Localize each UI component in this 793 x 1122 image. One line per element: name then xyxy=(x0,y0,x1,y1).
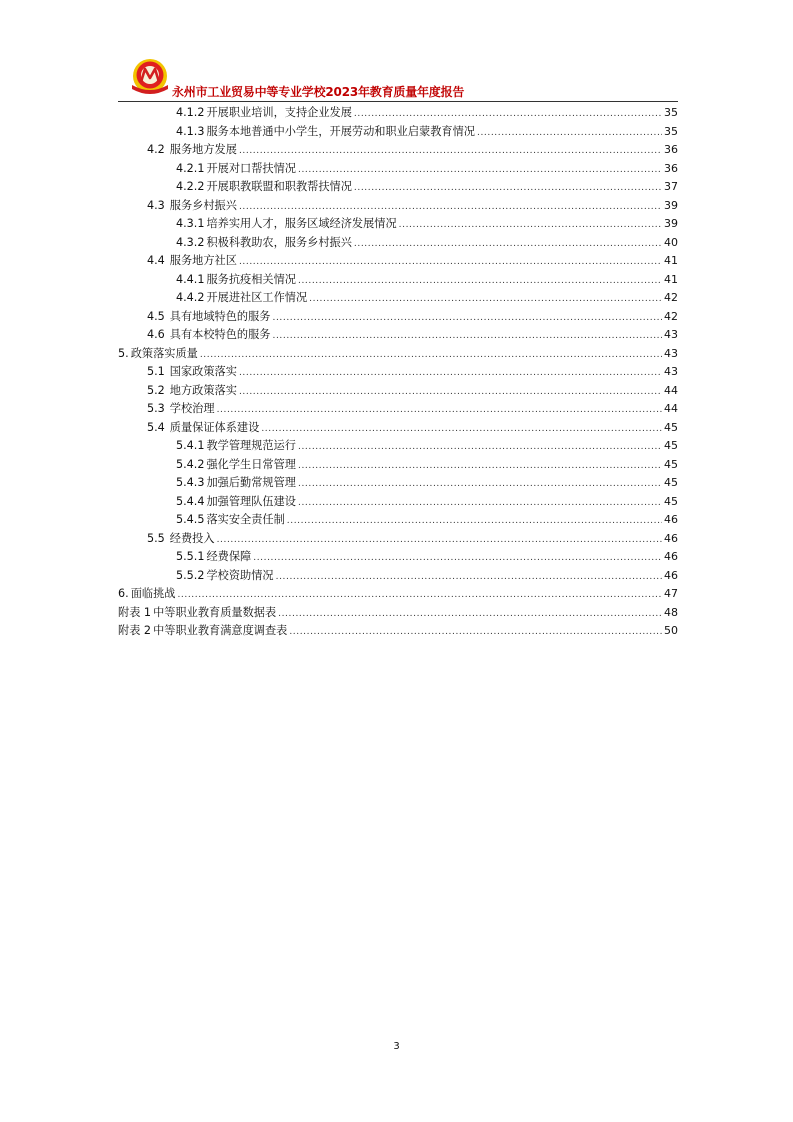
toc-entry-page: 50 xyxy=(664,624,678,637)
toc-entry-page: 45 xyxy=(664,457,678,471)
toc-entry-number: 5.4.3 xyxy=(176,476,205,489)
toc-entry-number: 5.4.4 xyxy=(176,494,205,508)
toc-entry-title: 学校治理 xyxy=(169,402,215,415)
toc-entry-title: 服务乡村振兴 xyxy=(169,198,237,212)
toc-entry-number: 附表 2 xyxy=(118,624,152,637)
toc-dot-leader xyxy=(217,531,662,550)
toc-entry-page: 39 xyxy=(664,198,678,212)
toc-entry-title: 强化学生日常管理 xyxy=(206,457,296,471)
toc-entry-number: 5.4.1 xyxy=(176,439,205,452)
toc-entry-page: 44 xyxy=(664,402,678,415)
toc-entry-title: 加强后勤常规管理 xyxy=(206,476,296,489)
toc-entry-number: 4.4.2 xyxy=(176,291,205,304)
toc-entry[interactable] xyxy=(118,178,678,197)
toc-dot-leader xyxy=(200,346,662,365)
toc-entry-page: 42 xyxy=(664,309,678,323)
toc-entry-title: 中等职业教育满意度调查表 xyxy=(153,624,288,637)
toc-dot-leader xyxy=(298,494,662,513)
toc-entry-page: 47 xyxy=(664,587,678,600)
toc-entry[interactable] xyxy=(118,567,678,586)
toc-dot-leader xyxy=(253,549,662,568)
toc-entry-title: 政策落实质量 xyxy=(130,346,198,360)
toc-entry[interactable] xyxy=(118,123,678,142)
toc-entry[interactable] xyxy=(118,585,678,604)
toc-dot-leader xyxy=(289,623,662,642)
toc-dot-leader xyxy=(399,216,662,235)
toc-entry-page: 46 xyxy=(664,568,678,582)
toc-entry-title: 经费保障 xyxy=(206,550,252,563)
toc-entry-number: 5.3 xyxy=(147,402,165,415)
toc-entry-page: 46 xyxy=(664,550,678,563)
toc-entry[interactable] xyxy=(118,530,678,549)
toc-entry-title: 服务地方社区 xyxy=(169,254,237,267)
toc-entry[interactable] xyxy=(118,271,678,290)
toc-entry-title: 具有本校特色的服务 xyxy=(169,328,271,341)
toc-entry-number: 5.5.2 xyxy=(176,568,205,582)
toc-entry-title: 积极科教助农，服务乡村振兴 xyxy=(206,235,352,249)
toc-entry-title: 地方政策落实 xyxy=(169,383,237,397)
toc-dot-leader xyxy=(278,605,662,624)
school-logo-icon xyxy=(128,58,172,98)
toc-entry-page: 45 xyxy=(664,420,678,434)
toc-entry-title: 加强管理队伍建设 xyxy=(206,494,296,508)
toc-entry-page: 41 xyxy=(664,254,678,267)
toc-dot-leader xyxy=(298,438,662,457)
toc-entry-number: 附表 1 xyxy=(118,605,152,619)
toc-entry-title: 培养实用人才，服务区域经济发展情况 xyxy=(206,217,397,230)
toc-entry-page: 35 xyxy=(664,106,678,119)
toc-entry-number: 5.1 xyxy=(147,365,165,378)
toc-entry-page: 43 xyxy=(664,365,678,378)
toc-entry[interactable] xyxy=(118,474,678,493)
page-header xyxy=(118,58,678,102)
toc-dot-leader xyxy=(354,105,662,124)
toc-entry[interactable] xyxy=(118,400,678,419)
toc-entry-title: 中等职业教育质量数据表 xyxy=(153,605,277,619)
toc-entry-title: 服务本地普通中小学生，开展劳动和职业启蒙教育情况 xyxy=(206,124,475,138)
toc-dot-leader xyxy=(177,586,662,605)
toc-dot-leader xyxy=(239,383,662,402)
toc-entry-number: 4.1.2 xyxy=(176,106,205,119)
toc-dot-leader xyxy=(477,124,662,143)
toc-dot-leader xyxy=(239,364,662,383)
toc-entry-page: 36 xyxy=(664,143,678,156)
report-title: 永州市工业贸易中等专业学校2023年教育质量年度报告 xyxy=(172,85,465,99)
toc-entry-title: 学校资助情况 xyxy=(206,568,274,582)
toc-entry[interactable] xyxy=(118,345,678,364)
toc-entry-number: 4.3.2 xyxy=(176,235,205,249)
toc-entry[interactable] xyxy=(118,548,678,567)
toc-entry-title: 面临挑战 xyxy=(130,587,176,600)
toc-entry[interactable] xyxy=(118,289,678,308)
toc-entry-number: 4.3 xyxy=(147,198,165,212)
toc-entry-page: 35 xyxy=(664,124,678,138)
toc-entry-number: 5.4 xyxy=(147,420,165,434)
toc-entry[interactable] xyxy=(118,419,678,438)
toc-entry-number: 5. xyxy=(118,346,129,360)
toc-entry-page: 41 xyxy=(664,272,678,286)
toc-dot-leader xyxy=(354,235,662,254)
toc-entry[interactable] xyxy=(118,252,678,271)
toc-entry-page: 37 xyxy=(664,180,678,193)
toc-entry-number: 5.4.5 xyxy=(176,513,205,526)
toc-entry[interactable] xyxy=(118,622,678,641)
toc-entry[interactable] xyxy=(118,511,678,530)
toc-entry-number: 4.2.1 xyxy=(176,161,205,175)
toc-entry-number: 5.5 xyxy=(147,531,165,545)
toc-entry-page: 42 xyxy=(664,291,678,304)
toc-dot-leader xyxy=(287,512,662,531)
toc-dot-leader xyxy=(276,568,662,587)
page-number: 3 xyxy=(393,1041,400,1052)
toc-entry-number: 4.2.2 xyxy=(176,180,205,193)
toc-entry[interactable] xyxy=(118,437,678,456)
toc-entry-title: 服务地方发展 xyxy=(169,143,237,156)
table-of-contents xyxy=(118,104,678,641)
toc-entry-page: 46 xyxy=(664,513,678,526)
toc-entry[interactable] xyxy=(118,215,678,234)
toc-entry-title: 开展进社区工作情况 xyxy=(206,291,308,304)
toc-entry-page: 44 xyxy=(664,383,678,397)
toc-entry[interactable] xyxy=(118,234,678,253)
toc-entry-number: 5.4.2 xyxy=(176,457,205,471)
toc-entry-page: 45 xyxy=(664,439,678,452)
toc-dot-leader xyxy=(298,272,662,291)
toc-entry-title: 教学管理规范运行 xyxy=(206,439,296,452)
toc-entry[interactable] xyxy=(118,363,678,382)
toc-entry[interactable] xyxy=(118,197,678,216)
toc-entry-title: 服务抗疫相关情况 xyxy=(206,272,296,286)
toc-entry-title: 国家政策落实 xyxy=(169,365,237,378)
toc-entry-page: 36 xyxy=(664,161,678,175)
toc-entry[interactable] xyxy=(118,382,678,401)
toc-entry-page: 45 xyxy=(664,476,678,489)
toc-entry[interactable] xyxy=(118,493,678,512)
toc-entry-number: 6. xyxy=(118,587,129,600)
toc-dot-leader xyxy=(217,401,662,420)
toc-entry[interactable] xyxy=(118,160,678,179)
toc-entry-number: 4.4.1 xyxy=(176,272,205,286)
toc-entry[interactable] xyxy=(118,104,678,123)
toc-dot-leader xyxy=(239,253,662,272)
toc-entry-title: 经费投入 xyxy=(169,531,215,545)
toc-entry-number: 5.2 xyxy=(147,383,165,397)
toc-entry-number: 5.5.1 xyxy=(176,550,205,563)
toc-entry-number: 4.2 xyxy=(147,143,165,156)
toc-entry-title: 开展对口帮扶情况 xyxy=(206,161,296,175)
toc-entry-page: 43 xyxy=(664,328,678,341)
toc-entry-number: 4.1.3 xyxy=(176,124,205,138)
toc-entry-title: 开展职业培训，支持企业发展 xyxy=(206,106,352,119)
toc-entry-page: 43 xyxy=(664,346,678,360)
toc-entry[interactable] xyxy=(118,141,678,160)
toc-entry-page: 46 xyxy=(664,531,678,545)
toc-dot-leader xyxy=(273,327,663,346)
toc-entry-page: 40 xyxy=(664,235,678,249)
toc-dot-leader xyxy=(298,161,662,180)
toc-entry-page: 45 xyxy=(664,494,678,508)
toc-entry-page: 48 xyxy=(664,605,678,619)
toc-entry[interactable] xyxy=(118,604,678,623)
toc-dot-leader xyxy=(239,198,662,217)
toc-dot-leader xyxy=(239,142,662,161)
toc-entry-title: 质量保证体系建设 xyxy=(169,420,260,434)
toc-entry-number: 4.5 xyxy=(147,309,165,323)
toc-entry-number: 4.6 xyxy=(147,328,165,341)
toc-dot-leader xyxy=(298,457,662,476)
toc-entry[interactable] xyxy=(118,326,678,345)
toc-entry-number: 4.4 xyxy=(147,254,165,267)
toc-dot-leader xyxy=(309,290,662,309)
toc-entry-number: 4.3.1 xyxy=(176,217,205,230)
toc-entry[interactable] xyxy=(118,456,678,475)
toc-dot-leader xyxy=(354,179,662,198)
toc-entry-title: 具有地域特色的服务 xyxy=(169,309,271,323)
toc-entry-page: 39 xyxy=(664,217,678,230)
header-divider xyxy=(118,101,678,102)
toc-entry-title: 开展职教联盟和职教帮扶情况 xyxy=(206,180,352,193)
toc-entry[interactable] xyxy=(118,308,678,327)
toc-entry-title: 落实安全责任制 xyxy=(206,513,285,526)
toc-dot-leader xyxy=(298,475,662,494)
toc-dot-leader xyxy=(261,420,662,439)
toc-dot-leader xyxy=(273,309,663,328)
